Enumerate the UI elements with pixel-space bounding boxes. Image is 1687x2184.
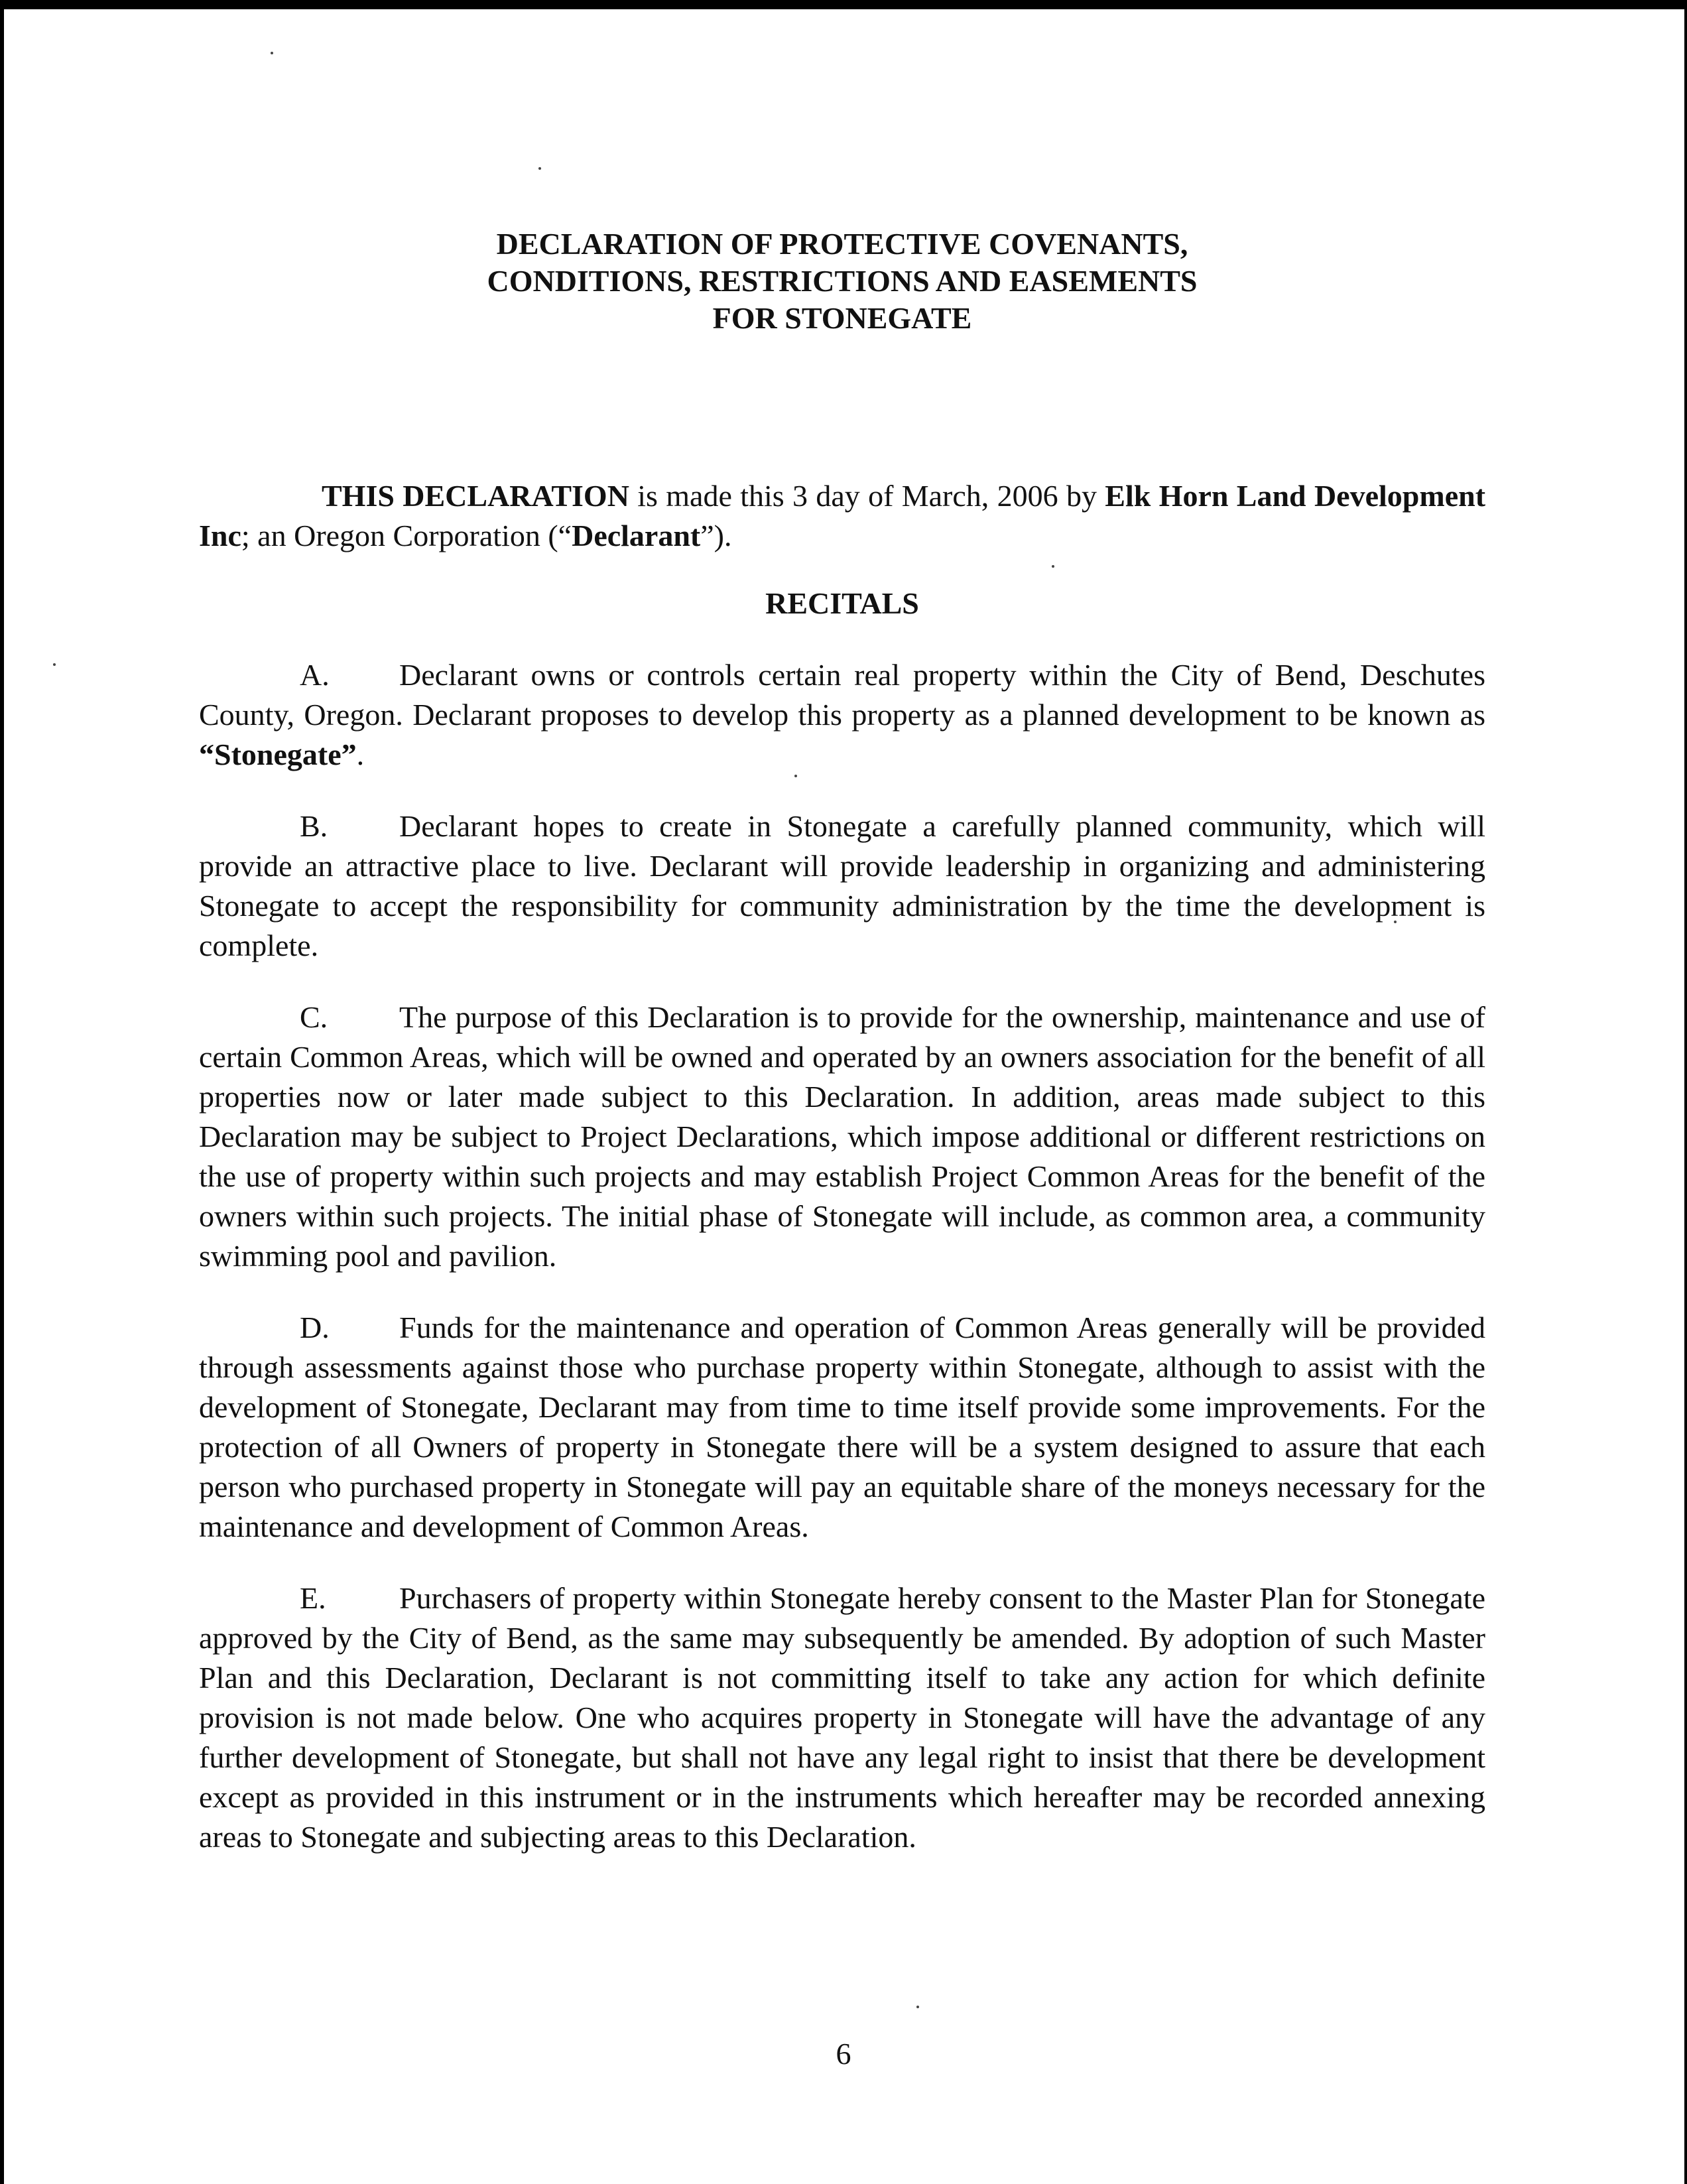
recital-e [199,1578,1485,1857]
intro-text-1: is made this 3 day of March, 2006 by [629,479,1105,513]
declarant-term: Declarant [572,519,701,552]
declarant-company-name: Elk Horn Land Development Inc [199,479,1486,552]
stonegate-term: “Stonegate” [199,738,357,771]
scan-border-top [0,0,1687,9]
scan-speck [916,2006,919,2008]
title-line-3: FOR STONEGATE [712,301,972,335]
intro-paragraph [199,476,1485,556]
recital-text: Purchasers of property within Stonegate hereby consent to the Master Plan for Stonegate approved by the City of Bend, as the same may subsequently be amended. By adoption of such Master Plan and this Declaration, Declarant is not committing itself to take any action for which definite provision is not made below. One who acquires property in Stonegate will have the advantage of any further development of Stonegate, but shall not have any legal right to insist that there be development except as provided in this instrument or in the instruments which hereafter may be recorded annexing areas to Stonegate and subjecting areas to this Declaration. [199,1581,1485,1854]
recital-text: Declarant owns or controls certain real property within the City of Bend, Deschutes County, Oregon. Declarant proposes to develop this property as a planned development to be known as [199,658,1485,732]
recital-letter: E. [300,1581,326,1615]
recital-a [199,655,1485,775]
recital-text: Funds for the maintenance and operation of Common Areas generally will be provided through assessments against those who purchase property within Stonegate, although to assist with the development of Stonegate, Declarant may from time to time itself provide some improvements. For the protection of all Owners of property in Stonegate there will be a system designed to assure that each person who purchased property in Stonegate will pay an equitable share of the moneys necessary for the maintenance and development of Common Areas. [199,1311,1485,1543]
recital-d [199,1308,1485,1547]
scan-speck [53,663,56,666]
recital-letter: C. [300,1000,328,1034]
scan-border-right [1684,0,1687,2184]
scan-speck [538,167,541,170]
scan-speck [271,52,273,54]
title-line-2: CONDITIONS, RESTRICTIONS AND EASEMENTS [487,264,1198,298]
recital-letter: D. [300,1311,330,1344]
recital-letter: B. [300,809,328,843]
recital-text: Declarant hopes to create in Stonegate a carefully planned community, which will provide an attractive place to live. Declarant will provide leadership in organizing and administering Stonegate to accept the responsibility for community administration by the time the development is complete. [199,809,1485,962]
intro-lead: THIS DECLARATION [322,479,629,513]
intro-text-3: ”). [700,519,732,552]
title-line-1: DECLARATION OF PROTECTIVE COVENANTS, [496,227,1188,261]
scan-border-left [0,0,4,2184]
recital-letter: A. [300,658,330,692]
page-number: 6 [836,2037,851,2071]
recitals-heading: RECITALS [765,586,919,620]
recital-tail: . [356,738,365,771]
recital-text: The purpose of this Declaration is to provide for the ownership, maintenance and use of certain Common Areas, which will be owned and operated by an owners association for the benefit of all properties now or later made subject to this Declaration. In addition, areas made subject to this Declaration may be subject to Project Declarations, which impose additional or different restrictions on the use of property within such projects and may establish Project Common Areas for the benefit of the owners within such projects. The initial phase of Stonegate will include, as common area, a community swimming pool and pavilion. [199,1000,1485,1273]
recital-c [199,997,1485,1276]
intro-text-2: ; an Oregon Corporation (“ [241,519,572,552]
document-page [199,225,1485,1857]
recital-b [199,806,1485,966]
document-title [199,225,1485,337]
